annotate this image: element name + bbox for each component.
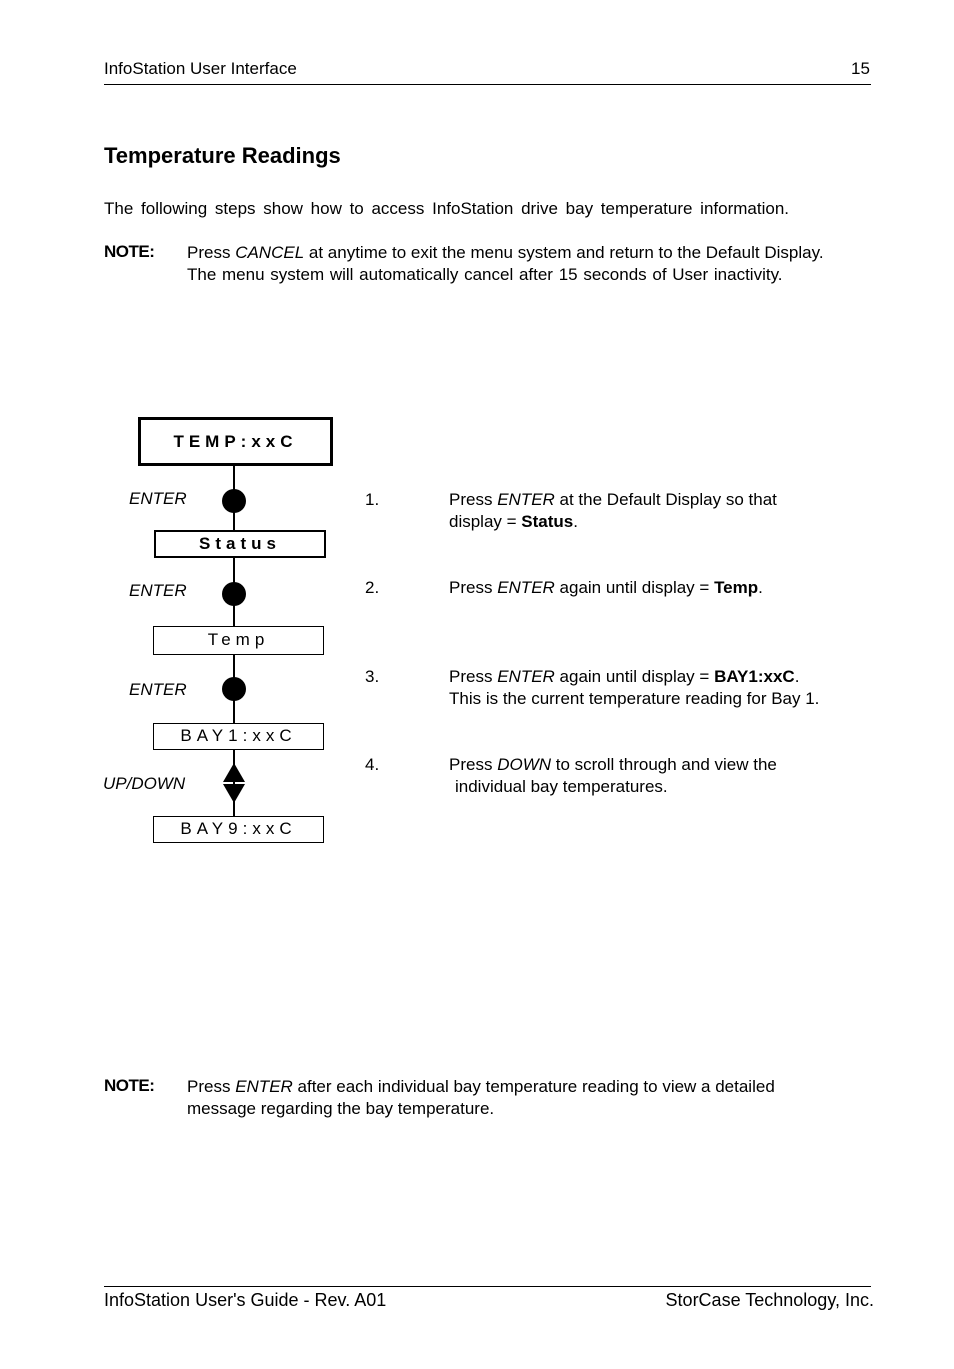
note-label: NOTE: bbox=[104, 242, 155, 261]
display-temp-xxc: TEMP:xxC bbox=[138, 417, 333, 466]
note-text: Press ENTER after each individual bay temperature reading to view a detailed message regarding the bay temperature. bbox=[187, 1077, 775, 1118]
up-down-arrow-icon bbox=[222, 762, 246, 804]
step-number: 2. bbox=[365, 578, 380, 597]
footer-rule bbox=[104, 1286, 871, 1287]
enter-key-label: ENTER bbox=[129, 581, 187, 600]
updown-key-label: UP/DOWN bbox=[103, 774, 186, 793]
step-1-text: Press ENTER at the Default Display so that display = Status. bbox=[449, 490, 777, 531]
cancel-key: CANCEL bbox=[235, 243, 305, 262]
enter-key-label: ENTER bbox=[129, 489, 187, 508]
step-number: 3. bbox=[365, 667, 380, 686]
display-temp: Temp bbox=[153, 626, 324, 655]
intro-paragraph: The following steps show how to access InfoStation drive bay temperature information. bbox=[104, 199, 790, 218]
enter-button-icon bbox=[222, 582, 246, 606]
display-status: Status bbox=[154, 530, 326, 558]
page-number: 15 bbox=[851, 59, 870, 78]
header-rule bbox=[104, 84, 871, 85]
step-number: 4. bbox=[365, 755, 380, 774]
note-label: NOTE: bbox=[104, 1076, 155, 1095]
footer-right: StorCase Technology, Inc. bbox=[665, 1290, 874, 1310]
enter-button-icon bbox=[222, 677, 246, 701]
display-bay1: BAY1:xxC bbox=[153, 723, 324, 750]
step-3-text: Press ENTER again until display = BAY1:xxC. This is the current temperature reading for Bay 1. bbox=[449, 667, 820, 708]
running-header-title: InfoStation User Interface bbox=[104, 59, 297, 78]
display-bay9: BAY9:xxC bbox=[153, 816, 324, 843]
footer-left: InfoStation User's Guide - Rev. A01 bbox=[104, 1290, 387, 1310]
step-4-text: Press DOWN to scroll through and view the individual bay temperatures. bbox=[449, 755, 777, 796]
step-2-text: Press ENTER again until display = Temp. bbox=[449, 578, 763, 597]
note-text: Press CANCEL at anytime to exit the menu system and return to the Default Display. The menu system will automatically cancel after 15 seconds of User inactivity. bbox=[187, 243, 824, 284]
step-number: 1. bbox=[365, 490, 380, 509]
enter-button-icon bbox=[222, 489, 246, 513]
enter-key-label: ENTER bbox=[129, 680, 187, 699]
section-title: Temperature Readings bbox=[104, 143, 341, 168]
